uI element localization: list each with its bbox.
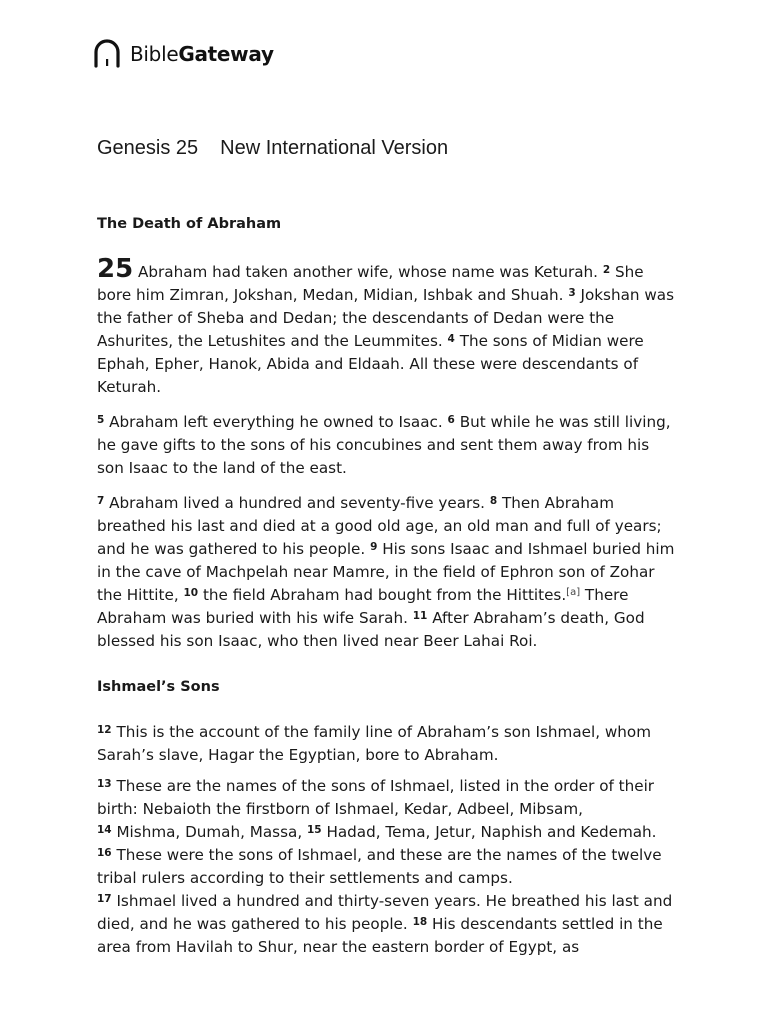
section-heading-death-of-abraham: The Death of Abraham bbox=[97, 216, 282, 232]
verse-8-text: Then Abraham breathed his last and died at a good old age, an old man and full of years; and he was gathered to his people. bbox=[97, 494, 662, 558]
passage-text bbox=[97, 210, 677, 959]
biblegateway-logo[interactable] bbox=[92, 38, 274, 70]
verse-15-text: Hadad, Tema, Jetur, Naphish and Kedemah. bbox=[326, 823, 657, 841]
verse-number: 5 bbox=[97, 414, 105, 426]
verse-number: 6 bbox=[447, 414, 455, 426]
logo-mark-icon bbox=[92, 38, 124, 70]
verse-number: 10 bbox=[183, 587, 199, 599]
verse-18-text: His descendants settled in the area from Havilah to Shur, near the eastern border of Egypt, as bbox=[97, 915, 663, 956]
logo-word-gateway: Gateway bbox=[178, 42, 274, 66]
verse-11-text: After Abraham’s death, God blessed his son Isaac, who then lived near Beer Lahai Roi. bbox=[97, 609, 645, 650]
paragraph-1 bbox=[97, 254, 677, 399]
paragraph-2 bbox=[97, 411, 677, 480]
verse-16-text: These were the sons of Ishmael, and these are the names of the twelve tribal rulers according to their settlements and camps. bbox=[97, 846, 662, 887]
logo-wordmark bbox=[130, 42, 274, 66]
verse-7-text: Abraham lived a hundred and seventy-five years. bbox=[109, 494, 490, 512]
verse-14-text: Mishma, Dumah, Massa, bbox=[116, 823, 307, 841]
verse-number: 2 bbox=[602, 264, 611, 276]
paragraph-5 bbox=[97, 775, 677, 959]
verse-number: 13 bbox=[97, 778, 112, 790]
passage-title bbox=[97, 137, 448, 160]
verse-number: 16 bbox=[97, 847, 112, 859]
verse-10-text-cont: There Abraham was buried with his wife Sarah. bbox=[97, 586, 629, 627]
paragraph-4 bbox=[97, 721, 677, 767]
logo-word-bible: Bible bbox=[130, 42, 179, 66]
verse-5-text: Abraham left everything he owned to Isaac. bbox=[109, 413, 448, 431]
verse-number: 7 bbox=[97, 495, 105, 507]
verse-number: 9 bbox=[370, 541, 378, 553]
verse-12-text: This is the account of the family line of Abraham’s son Ishmael, whom Sarah’s slave, Hagar the Egyptian, bore to Abraham. bbox=[97, 723, 651, 764]
verse-number: 3 bbox=[568, 287, 576, 299]
verse-number: 4 bbox=[447, 333, 455, 345]
verse-1-text: Abraham had taken another wife, whose name was Keturah. bbox=[138, 263, 603, 281]
section-heading-ishmaels-sons: Ishmael’s Sons bbox=[97, 679, 220, 695]
version-name[interactable]: New International Version bbox=[220, 137, 449, 159]
verse-number: 14 bbox=[97, 824, 112, 836]
verse-9-text: His sons Isaac and Ishmael buried him in the cave of Machpelah near Mamre, in the field of Ephron son of Zohar the Hittite, bbox=[97, 540, 675, 604]
passage-reference: Genesis 25 bbox=[97, 137, 199, 159]
verse-4-text: The sons of Midian were Ephah, Epher, Hanok, Abida and Eldaah. All these were descendants of Keturah. bbox=[97, 332, 644, 396]
verse-number: 11 bbox=[412, 610, 428, 622]
verse-13-text: These are the names of the sons of Ishmael, listed in the order of their birth: Nebaioth the firstborn of Ishmael, Kedar, Adbeel, Mibsam, bbox=[97, 777, 655, 818]
paragraph-3 bbox=[97, 492, 677, 653]
chapter-number: 25 bbox=[97, 254, 134, 284]
verse-number: 15 bbox=[306, 824, 322, 836]
verse-number: 8 bbox=[489, 495, 498, 507]
verse-6-text: But while he was still living, he gave gifts to the sons of his concubines and sent them away from his son Isaac to the land of the east. bbox=[97, 413, 671, 477]
verse-number: 17 bbox=[97, 893, 112, 905]
verse-10-text: the field Abraham had bought from the Hittites. bbox=[202, 586, 567, 604]
verse-number: 12 bbox=[97, 724, 112, 736]
verse-3-text: Jokshan was the father of Sheba and Dedan; the descendants of Dedan were the Ashurites, the Letushites and the Leummites. bbox=[97, 286, 674, 350]
footnote-link[interactable]: [a] bbox=[566, 587, 581, 598]
verse-2-text: She bore him Zimran, Jokshan, Medan, Midian, Ishbak and Shuah. bbox=[97, 263, 644, 304]
verse-17-text: Ishmael lived a hundred and thirty-seven years. He breathed his last and died, and he was gathered to his people. bbox=[97, 892, 673, 933]
verse-number: 18 bbox=[412, 916, 428, 928]
